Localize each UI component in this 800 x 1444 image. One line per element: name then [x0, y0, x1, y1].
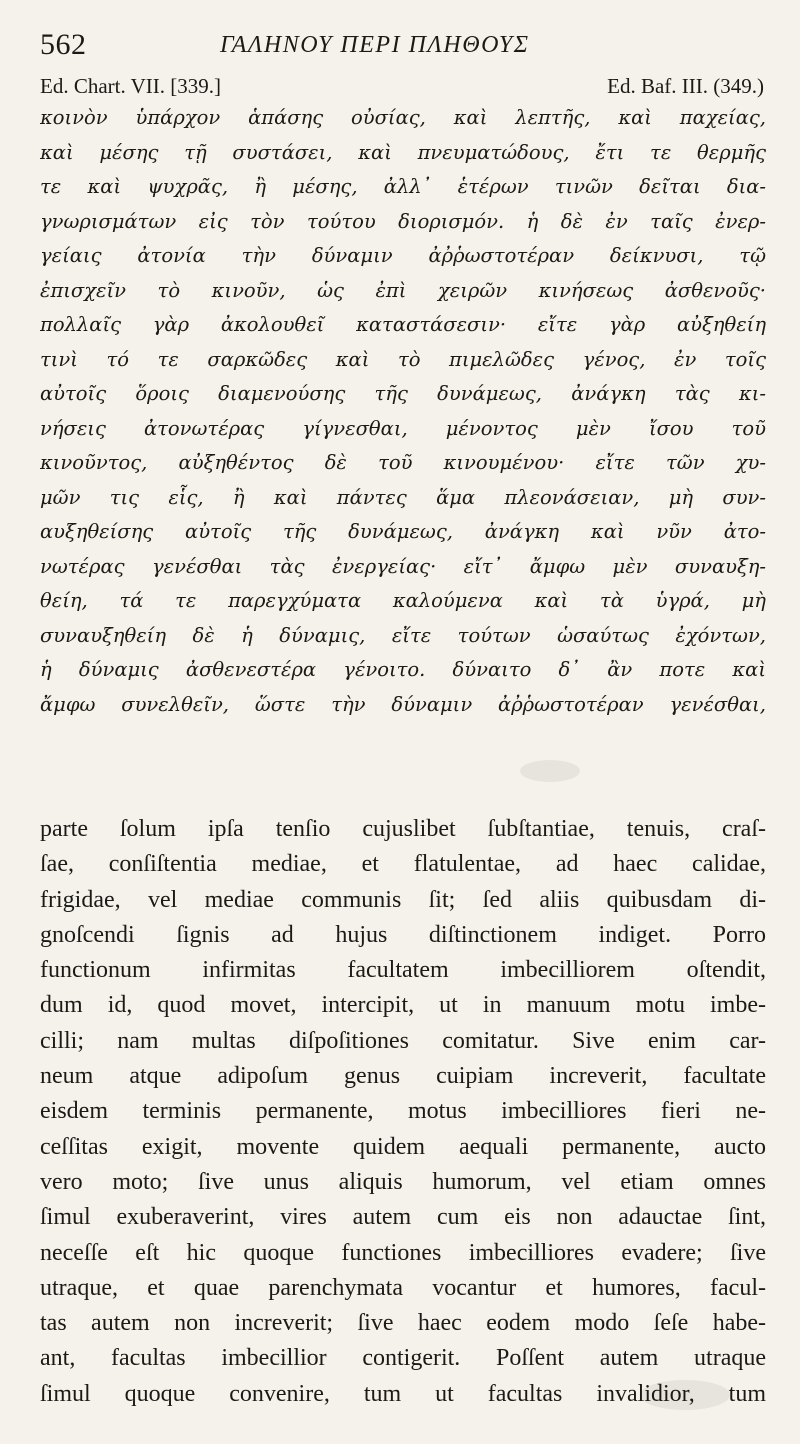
- greek-line: κοινὸν ὑπάρχον ἁπάσης οὐσίας, καὶ λεπτῆς, καὶ παχείας,: [40, 106, 766, 129]
- greek-line: συναυξηθείη δὲ ἡ δύναμις, εἴτε τούτων ὡσαύτως ἐχόντων,: [40, 623, 766, 647]
- greek-line: καὶ μέσης τῇ συστάσει, καὶ πνευματώδους, ἔτι τε θερμῆς: [40, 140, 766, 164]
- greek-line: γείαις ἀτονία τὴν δύναμιν ἀῤῥωστοτέραν δείκνυσι, τῷ: [40, 244, 766, 267]
- latin-line: functionum infirmitas facultatem imbecilliorem oſtendit,: [40, 957, 766, 984]
- latin-line: ſimul exuberaverint, vires autem cum eis non adauctae ſint,: [40, 1204, 766, 1231]
- latin-line: cilli; nam multas diſpoſitiones comitatur. Sive enim car-: [40, 1027, 766, 1054]
- greek-line: θείη, τά τε παρεγχύματα καλούμενα καὶ τὰ ὑγρά, μὴ: [40, 589, 766, 612]
- latin-line: frigidae, vel mediae communis ſit; ſed aliis quibusdam di-: [40, 886, 766, 913]
- greek-line: πολλαῖς γὰρ ἀκολουθεῖ καταστάσεσιν· εἴτε γὰρ αὐξηθείη: [40, 313, 766, 336]
- greek-line: νήσεις ἀτονωτέρας γίγνεσθαι, μένοντος μὲν ἴσου τοῦ: [40, 416, 766, 440]
- latin-line: neceſſe eſt hic quoque functiones imbecilliores evadere; ſive: [40, 1239, 766, 1266]
- latin-line: ſimul quoque convenire, tum ut facultas invalidior, tum: [40, 1380, 766, 1407]
- greek-line: τινὶ τό τε σαρκῶδες καὶ τὸ πιμελῶδες γένος, ἐν τοῖς: [40, 347, 766, 371]
- latin-line: ſae, conſiſtentia mediae, et flatulentae, ad haec calidae,: [40, 851, 766, 878]
- latin-line: ceſſitas exigit, movente quidem aequali permanente, aucto: [40, 1133, 766, 1160]
- greek-line: τε καὶ ψυχρᾶς, ἢ μέσης, ἀλλ᾽ ἑτέρων τινῶν δεῖται δια-: [40, 175, 766, 198]
- greek-line: νωτέρας γενέσθαι τὰς ἐνεργείας· εἴτ᾽ ἄμφω μὲν συναυξη-: [40, 554, 766, 578]
- page-number: 562: [40, 28, 87, 61]
- edition-reference-chartier: Ed. Chart. VII. [339.]: [40, 74, 221, 98]
- greek-line: μῶν τις εἷς, ἢ καὶ πάντες ἅμα πλεονάσειαν, μὴ συν-: [40, 485, 766, 509]
- running-title: ΓΑΛΗΝΟΥ ΠΕΡΙ ΠΛΗΘΟΥΣ: [220, 32, 530, 58]
- greek-line: ἐπισχεῖν τὸ κινοῦν, ὡς ἐπὶ χειρῶν κινήσεως ἀσθενοῦς·: [40, 278, 766, 302]
- greek-line: ἄμφω συνελθεῖν, ὥστε τὴν δύναμιν ἀῤῥωστοτέραν γενέσθαι,: [40, 692, 766, 716]
- latin-line: eisdem terminis permanente, motus imbecilliores fieri ne-: [40, 1098, 766, 1125]
- latin-line: dum id, quod movet, intercipit, ut in manuum motu imbe-: [40, 992, 766, 1019]
- latin-line: tas autem non increverit; ſive haec eodem modo ſeſe habe-: [40, 1310, 766, 1337]
- greek-line: αυξηθείσης αὐτοῖς τῆς δυνάμεως, ἀνάγκη καὶ νῦν ἀτο-: [40, 520, 766, 543]
- edition-references: [40, 74, 764, 104]
- latin-text-block: [40, 812, 766, 1412]
- latin-line: ant, facultas imbecillior contigerit. Poſſent autem utraque: [40, 1345, 766, 1372]
- latin-line: gnoſcendi ſignis ad hujus diſtinctionem indiget. Porro: [40, 921, 766, 948]
- latin-line: utraque, et quae parenchymata vocantur et humores, facul-: [40, 1274, 766, 1301]
- latin-line: vero moto; ſive unus aliquis humorum, vel etiam omnes: [40, 1168, 766, 1195]
- latin-line: parte ſolum ipſa tenſio cujuslibet ſubſtantiae, tenuis, craſ-: [40, 816, 766, 842]
- latin-line: neum atque adipoſum genus cuipiam increverit, facultate: [40, 1063, 766, 1090]
- greek-line: γνωρισμάτων εἰς τὸν τούτου διορισμόν. ἡ δὲ ἐν ταῖς ἐνερ-: [40, 209, 766, 233]
- greek-line: αὐτοῖς ὅροις διαμενούσης τῆς δυνάμεως, ἀνάγκη τὰς κι-: [40, 382, 766, 405]
- edition-reference-basel: Ed. Baf. III. (349.): [607, 74, 764, 98]
- paper-stain: [520, 760, 580, 782]
- greek-text-block: [40, 101, 766, 722]
- greek-line: κινοῦντος, αὐξηθέντος δὲ τοῦ κινουμένου· εἴτε τῶν χυ-: [40, 451, 766, 474]
- page-header: [40, 28, 764, 66]
- greek-line: ἡ δύναμις ἀσθενεστέρα γένοιτο. δύναιτο δ᾽ ἂν ποτε καὶ: [40, 658, 766, 681]
